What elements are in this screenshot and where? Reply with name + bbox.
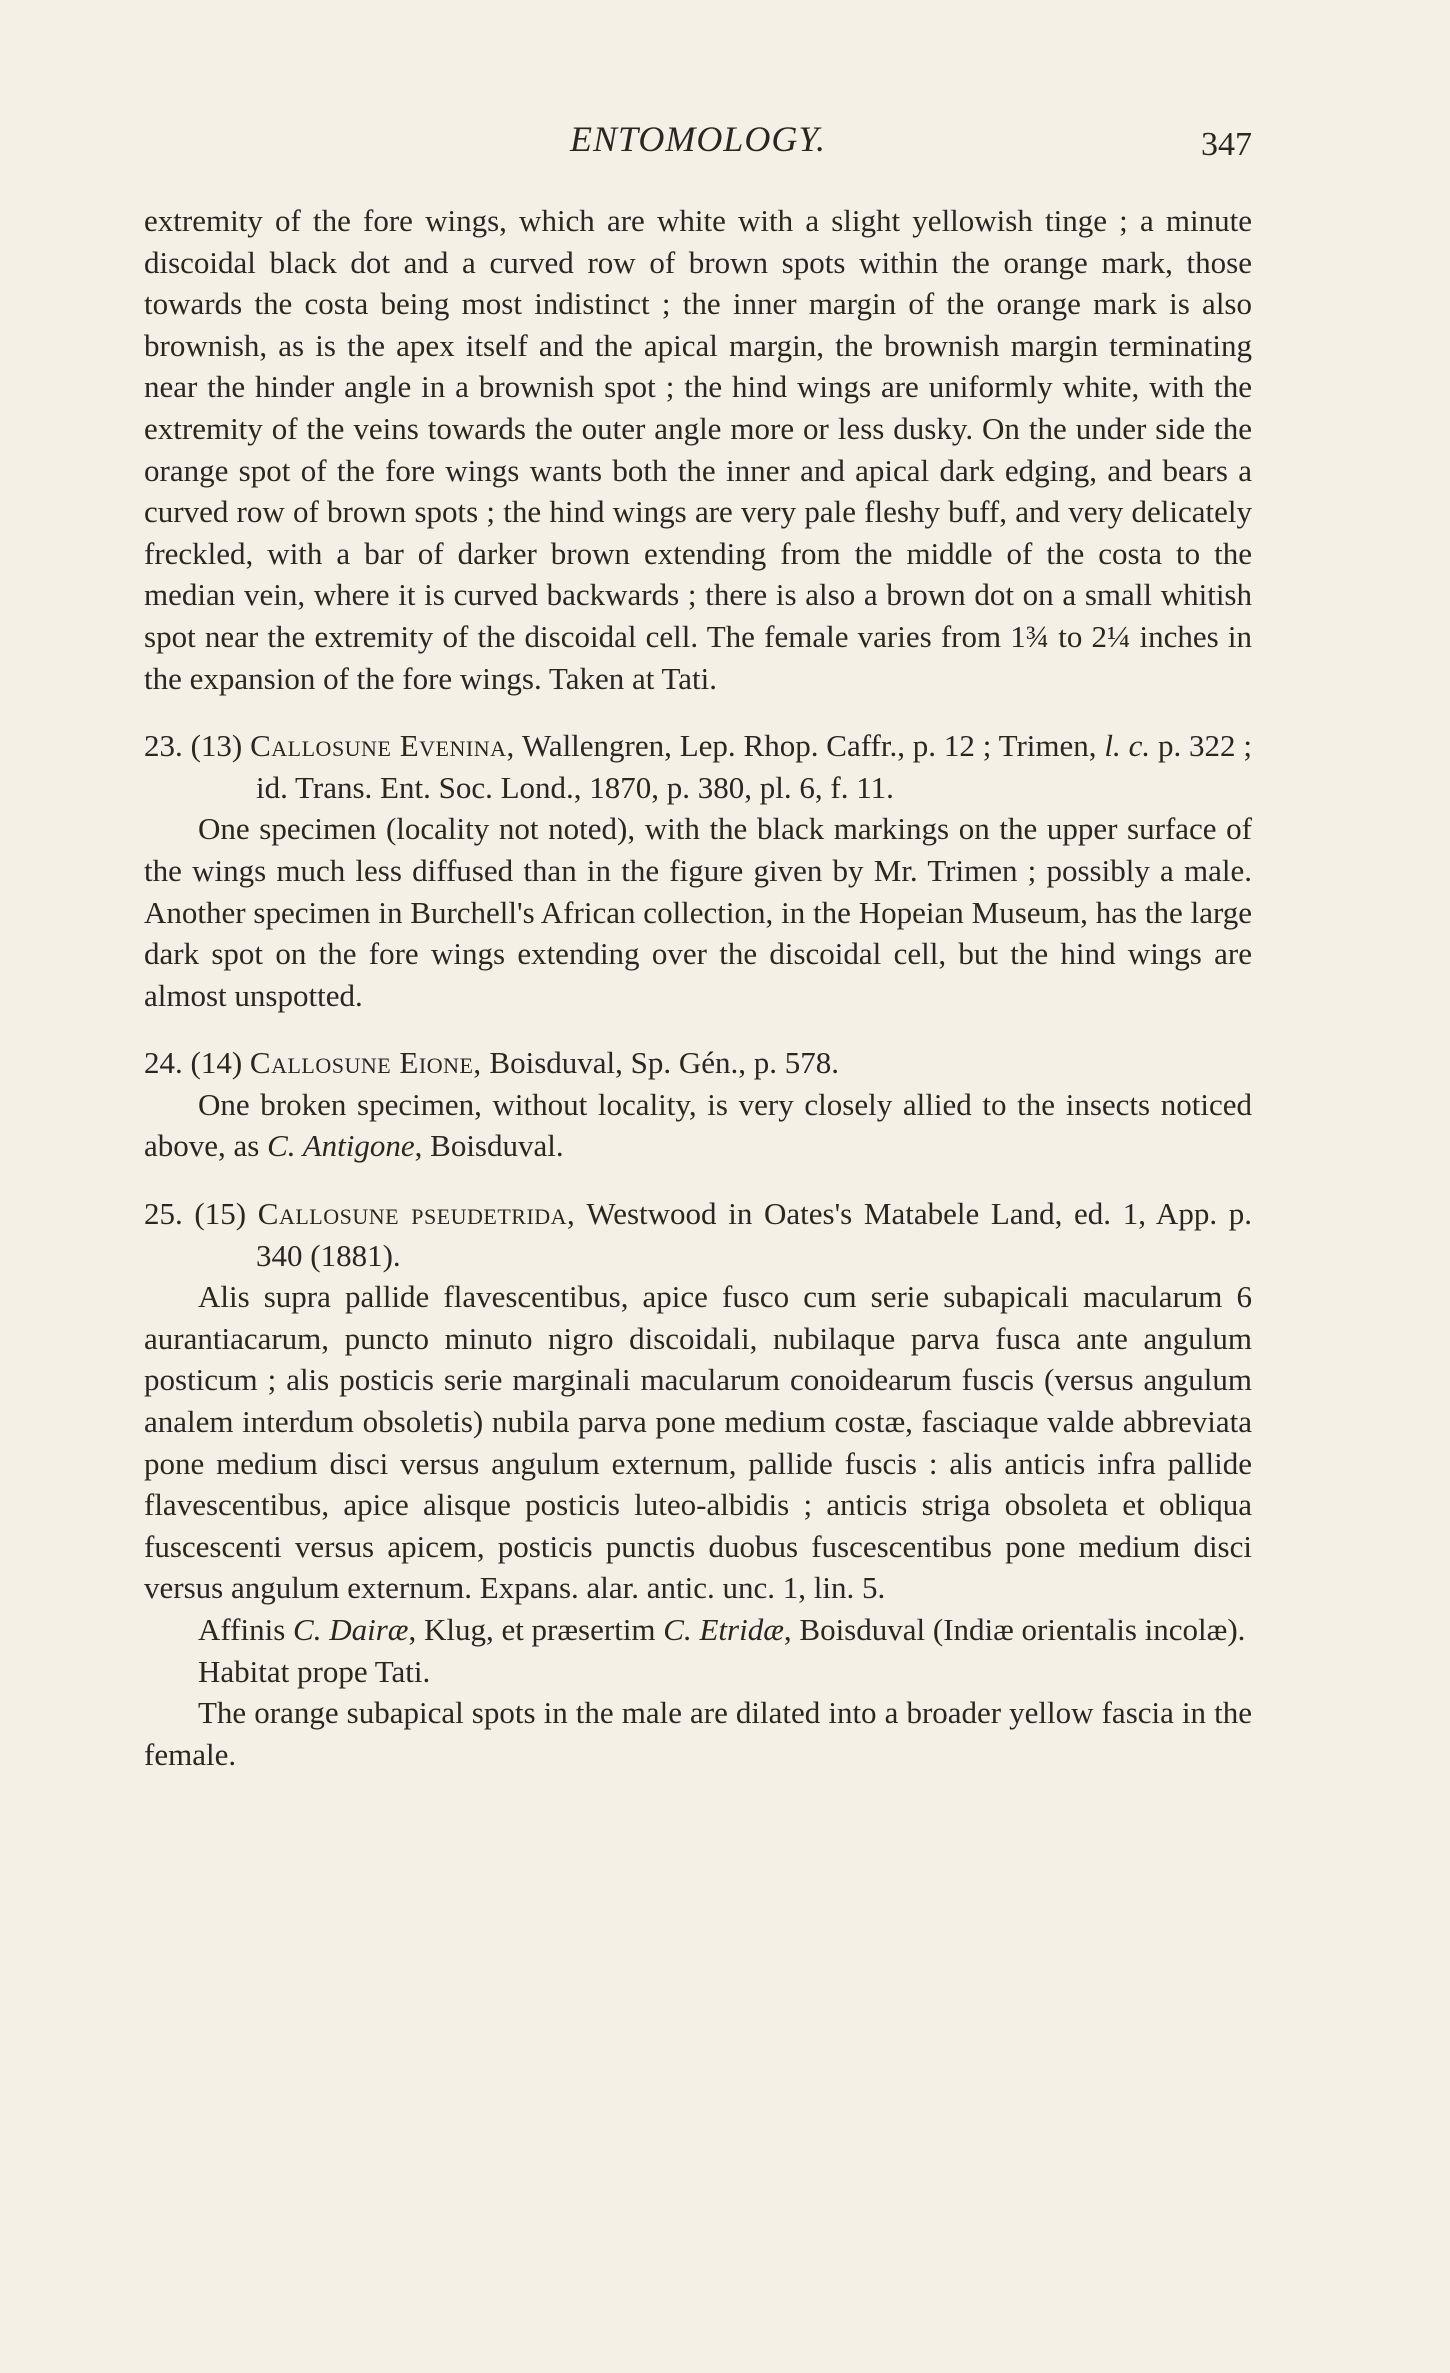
latin-description: Alis supra pallide flavescentibus, apice fusco cum serie subapicali macularum 6 aurantiacarum, puncto minuto nigro discoidali, nubilaque parva fusca ante angulum posticum ; alis posticis serie marginali macularum conoidearum fuscis (versus angulum analem interdum obsoletis) nubila parva pone medium costæ, fasciaque valde abbreviata pone medium disci versus angulum externum, pallide fuscis : alis anticis infra pallide flavescentibus, apice alisque posticis luteo-albidis ; anticis striga obsoleta et obliqua fuscescenti versus apicem, posticis punctis duobus fuscescentibus pone medium disci versus angulum externum. Expans. alar. antic. unc. 1, lin. 5. [144,1279,1252,1606]
entry-heading [144,725,1252,808]
affinis-paragraph [144,1609,1252,1651]
citation-italic: l. c. [1104,728,1151,764]
citation: Wallengren, Lep. Rhop. Caffr., p. 12 ; Trimen, [514,728,1105,764]
species-name: Callosune Eione, [249,1045,482,1081]
running-head: ENTOMOLOGY. [569,119,827,159]
citation: Boisduval, Sp. Gén., p. 578. [481,1045,840,1081]
entry-heading [144,1193,1252,1276]
entry-body: One specimen (locality not noted), with the black markings on the upper surface of the wings much less diffused than in the figure given by Mr. Trimen ; possibly a male. Another specimen in Burchell's African collection, in the Hopeian Museum, has the large dark spot on the fore wings extending over the discoidal cell, but the hind wings are almost unspotted. [144,811,1252,1013]
species-italic: C. Etridæ [663,1612,784,1647]
entry-number: 23. (13) [144,728,243,764]
entry-number: 24. (14) [144,1045,243,1081]
citation-continued: p. 322 ; id. Trans. Ent. Soc. Lond., 1870, p. 380, pl. 6, f. 11. [256,728,1253,805]
body-text-end: , Boisduval. [414,1128,564,1164]
species-entry-24 [144,1042,1252,1167]
continuation-paragraph: extremity of the fore wings, which are white with a slight yellowish tinge ; a minute discoidal black dot and a curved row of brown spots within the orange mark, those towards the costa being most indistinct ; the inner margin of the orange mark is also brownish, as is the apex itself and the apical margin, the brownish margin terminating near the hinder angle in a brownish spot ; the hind wings are uniformly white, with the extremity of the veins towards the outer angle more or less dusky. On the under side the orange spot of the fore wings wants both the inner and apical dark edging, and bears a curved row of brown spots ; the hind wings are very pale fleshy buff, and very delicately freckled, with a bar of darker brown extending from the middle of the costa to the median vein, where it is curved backwards ; there is also a brown dot on a small whitish spot near the extremity of the discoidal cell. The female varies from 1¾ to 2¼ inches in the expansion of the fore wings. Taken at Tati. [144,203,1252,696]
affinis-text: , Boisduval (Indiæ orientalis incolæ). [783,1612,1246,1647]
citation: Westwood in Oates's Matabele Land, ed. 1, App. p. 340 (1881). [256,1196,1252,1273]
entry-heading [144,1042,1252,1084]
page-header [144,112,1252,172]
species-name: Callosune Evenina, [250,728,515,764]
entry-number: 25. (15) [144,1196,247,1232]
affinis-text: , Klug, et præsertim [408,1612,664,1647]
body-text: One broken specimen, without locality, is very closely allied to the insects noticed above, as [144,1086,1252,1164]
species-name: Callosune pseudetrida, [257,1196,576,1232]
page-number: 347 [1201,126,1252,163]
species-italic: C. Dairæ [293,1612,409,1647]
note-paragraph: The orange subapical spots in the male are dilated into a broader yellow fascia in the female. [144,1695,1252,1772]
species-entry-25 [144,1193,1252,1775]
book-page [144,112,1252,1775]
species-entry-23 [144,725,1252,1016]
affinis-text: Affinis [198,1612,294,1647]
species-italic: C. Antigone [267,1128,415,1164]
entry-body [144,1084,1252,1167]
habitat-paragraph: Habitat prope Tati. [198,1653,431,1689]
